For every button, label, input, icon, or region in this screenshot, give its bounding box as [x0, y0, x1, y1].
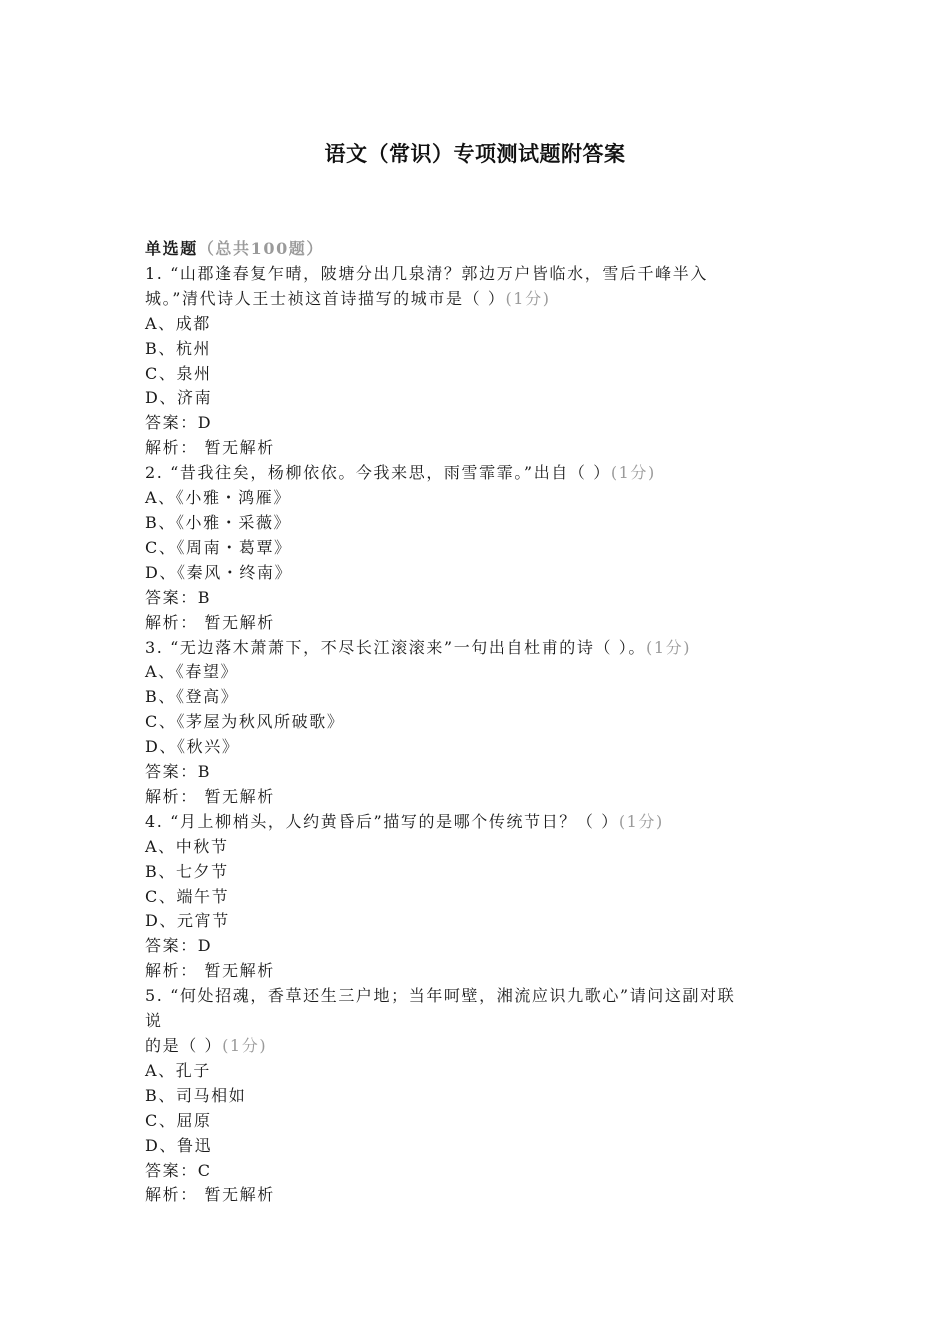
question-stem-text: 的是（ ）	[145, 1036, 223, 1055]
question-stem-line: 说	[145, 1011, 163, 1031]
option-c: C、《周南・葛覃》	[145, 537, 292, 557]
option-c: C、屈原	[145, 1110, 212, 1130]
question-stem-text: 4. “月上柳梢头，人约黄昏后”描写的是哪个传统节日？（ ）	[145, 811, 619, 831]
option-d: D、《秋兴》	[145, 737, 240, 757]
option-a: A、《春望》	[145, 662, 239, 682]
option-d: D、《秦风・终南》	[145, 562, 293, 582]
analysis: 解析： 暂无解析	[145, 612, 275, 632]
question-stem-text: 城。”清代诗人王士祯这首诗描写的城市是（ ）	[145, 288, 506, 308]
question-stem-text: 3. “无边落木萧萧下，不尽长江滚滚来”一句出自杜甫的诗（ ）。	[145, 637, 646, 657]
question-stem-line	[145, 810, 805, 835]
question-score: (1分)	[618, 811, 664, 831]
answer: 答案：D	[145, 413, 213, 433]
question-stem-line	[145, 1034, 805, 1059]
answer: 答案：D	[145, 936, 213, 956]
question-list	[145, 237, 805, 1208]
option-a: A、孔子	[145, 1060, 211, 1080]
question-stem-line	[145, 461, 805, 486]
option-d: D、鲁迅	[145, 1135, 213, 1155]
section-header	[145, 237, 805, 262]
section-total: （总共100题）	[197, 239, 325, 258]
question-1	[145, 262, 805, 461]
option-a: A、中秋节	[145, 836, 229, 856]
analysis: 解析： 暂无解析	[145, 1185, 275, 1205]
question-stem-line: 5. “何处招魂，香草还生三户地；当年呵壁，湘流应识九歌心”请问这副对联	[145, 986, 736, 1006]
option-b: B、《小雅・采薇》	[145, 512, 292, 532]
question-score: (1分)	[505, 288, 551, 308]
option-a: A、成都	[145, 313, 211, 333]
question-2	[145, 461, 805, 635]
question-5	[145, 984, 805, 1208]
question-stem-text: 2. “昔我往矣，杨柳依依。今我来思，雨雪霏霏。”出自（ ）	[145, 463, 611, 483]
section-label: 单选题	[145, 239, 198, 258]
question-score: (1分)	[610, 463, 656, 483]
option-d: D、济南	[145, 388, 213, 408]
option-c: C、《茅屋为秋风所破歌》	[145, 712, 345, 732]
option-b: B、杭州	[145, 338, 212, 358]
question-score: (1分)	[222, 1036, 268, 1055]
option-c: C、泉州	[145, 363, 212, 383]
document-title: 语文（常识）专项测试题附答案	[324, 141, 626, 166]
option-c: C、端午节	[145, 886, 230, 906]
answer: 答案：C	[145, 1160, 212, 1180]
analysis: 解析： 暂无解析	[145, 786, 275, 806]
analysis: 解析： 暂无解析	[145, 438, 275, 458]
option-b: B、司马相如	[145, 1085, 247, 1105]
option-b: B、七夕节	[145, 861, 229, 881]
question-stem-line	[145, 636, 805, 661]
answer: 答案：B	[145, 587, 212, 607]
question-score: (1分)	[646, 637, 692, 657]
answer: 答案：B	[145, 762, 212, 782]
question-4	[145, 810, 805, 984]
option-b: B、《登高》	[145, 687, 239, 707]
question-3	[145, 636, 805, 810]
analysis: 解析： 暂无解析	[145, 961, 275, 981]
question-stem-line: 1. “山郡逢春复乍晴，陂塘分出几泉清？郭边万户皆临水，雪后千峰半入	[145, 263, 708, 283]
option-d: D、元宵节	[145, 911, 230, 931]
question-stem-line	[145, 287, 805, 312]
option-a: A、《小雅・鸿雁》	[145, 488, 291, 508]
